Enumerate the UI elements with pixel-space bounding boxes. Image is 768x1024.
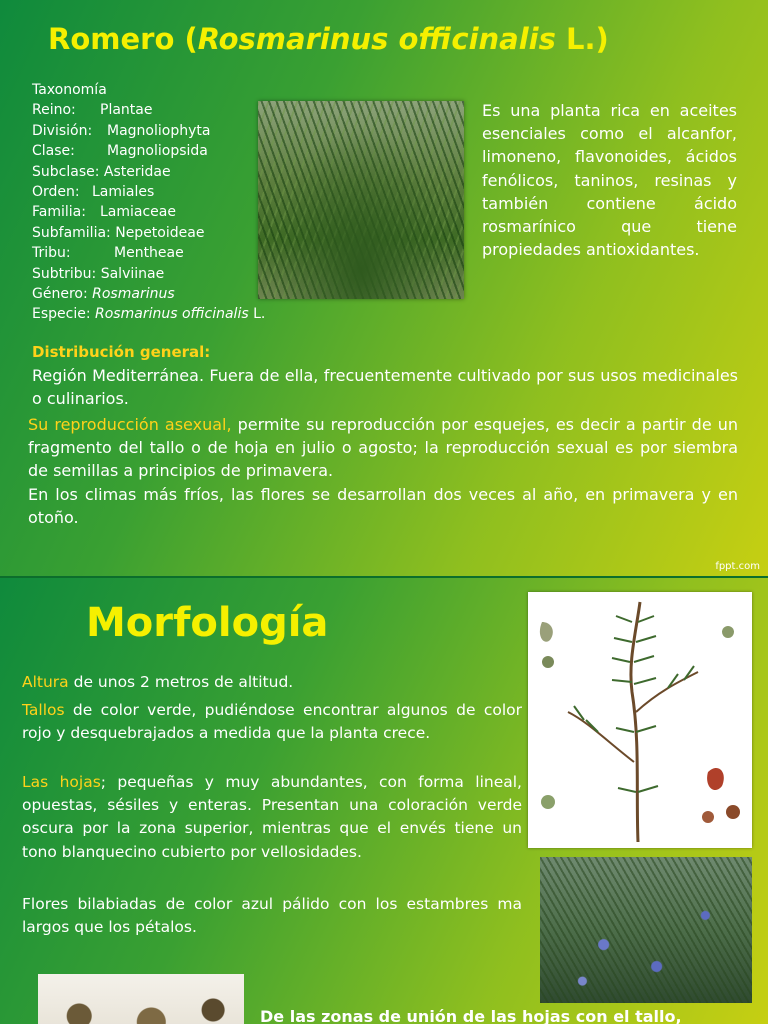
climate-paragraph: En los climas más fríos, las flores se desarrollan dos veces al año, en primavera y en otoño. [28,485,738,528]
taxonomy-label: Familia: [32,204,86,221]
hojas-lead: Las hojas [22,773,101,791]
altura-lead: Altura [22,673,69,691]
hojas-paragraph [22,771,522,864]
rosemary-bush-photo [258,101,464,299]
taxonomy-value: Salviinae [100,265,165,282]
taxonomy-tribu [32,243,272,263]
tallos-paragraph [22,699,522,745]
taxonomy-label: Subtribu: [32,265,97,282]
slide-title [48,22,609,56]
taxonomy-label: Especie: [32,306,91,323]
hojas-text: ; pequeñas y muy abundantes, con forma lineal, opuestas, sésiles y enteras. Presentan una coloración verde oscura por la zona superior, mientras que el envés tiene un tono blanquecino cubierto por vellosidades. [22,773,522,861]
taxonomy-genero [32,284,272,304]
taxonomy-orden [32,182,272,202]
taxonomy-subclase [32,162,272,182]
taxonomy-value: Mentheae [114,245,184,262]
title-author: L.) [555,22,609,56]
taxonomy-value: Asteridae [103,163,171,180]
taxonomy-familia [32,202,272,222]
slide-title: Morfología [86,600,329,646]
botanical-illustration [528,592,752,848]
reproduction-lead: Su reproducción asexual, [28,415,232,434]
taxonomy-author: L. [248,306,266,323]
taxonomy-label: Clase: [32,143,75,160]
reproduction-text: permite su reproducción por esquejes, es decir a partir de un fragmento del tallo o de hoja en julio o agosto; la reproducción sexual es por siembra de semillas a principios de primavera. [28,415,739,481]
description-paragraph: Es una planta rica en aceites esenciales como el alcanfor, limoneno, flavonoides, ácidos fenólicos, taninos, resinas y también contiene ácido rosmarínico que tiene propiedades antioxidantes. [482,101,737,260]
rosemary-branch-drawing [528,592,752,848]
taxonomy-label: Subfamilia: [32,224,111,241]
slide-morphology [0,578,768,1024]
taxonomy-label: Subclase: [32,163,100,180]
taxonomy-label: Género: [32,286,88,303]
taxonomy-label: Reino: [32,102,76,119]
taxonomy-label: Tribu: [32,245,71,262]
taxonomy-label: División: [32,122,93,139]
taxonomy-reino [32,100,272,120]
distribution-paragraph: Región Mediterránea. Fuera de ella, frecuentemente cultivado por sus usos medicinales o culinarios. [32,366,738,409]
reproduction-paragraph [28,413,738,483]
taxonomy-division [32,121,272,141]
altura-text: de unos 2 metros de altitud. [68,673,294,691]
taxonomy-subtribu [32,264,272,284]
altura-paragraph [22,671,522,694]
tallos-lead: Tallos [22,701,65,719]
title-paren-open: ( [174,22,198,56]
taxonomy-value: Plantae [100,102,153,119]
footer-credit: fppt.com [715,561,760,572]
taxonomy-list [32,80,272,325]
taxonomy-value: Lamiaceae [100,204,176,221]
taxonomy-heading: Taxonomía [32,82,107,98]
taxonomy-value: Rosmarinus [92,286,175,303]
taxonomy-subfamilia [32,223,272,243]
taxonomy-value: Nepetoideae [115,224,205,241]
taxonomy-label: Orden: [32,184,80,201]
flower-parts-illustration [38,974,244,1024]
last-line: De las zonas de unión de las hojas con el tallo, [260,1007,682,1024]
taxonomy-value: Magnoliophyta [107,122,211,139]
taxonomy-clase [32,141,272,161]
taxonomy-especie [32,304,272,324]
distribution-heading: Distribución general: [32,343,211,361]
taxonomy-value: Rosmarinus officinalis [95,306,249,323]
title-common-name: Romero [48,22,175,56]
taxonomy-value: Lamiales [92,184,155,201]
rosemary-flowers-photo [540,857,752,1003]
tallos-text: de color verde, pudiéndose encontrar algunos de color rojo y desquebrajados a medida que la planta crece. [22,701,522,743]
flores-paragraph: Flores bilabiadas de color azul pálido con los estambres ma largos que los pétalos. [22,895,522,937]
taxonomy-value: Magnoliopsida [107,143,208,160]
title-scientific-name: Rosmarinus officinalis [197,22,556,56]
